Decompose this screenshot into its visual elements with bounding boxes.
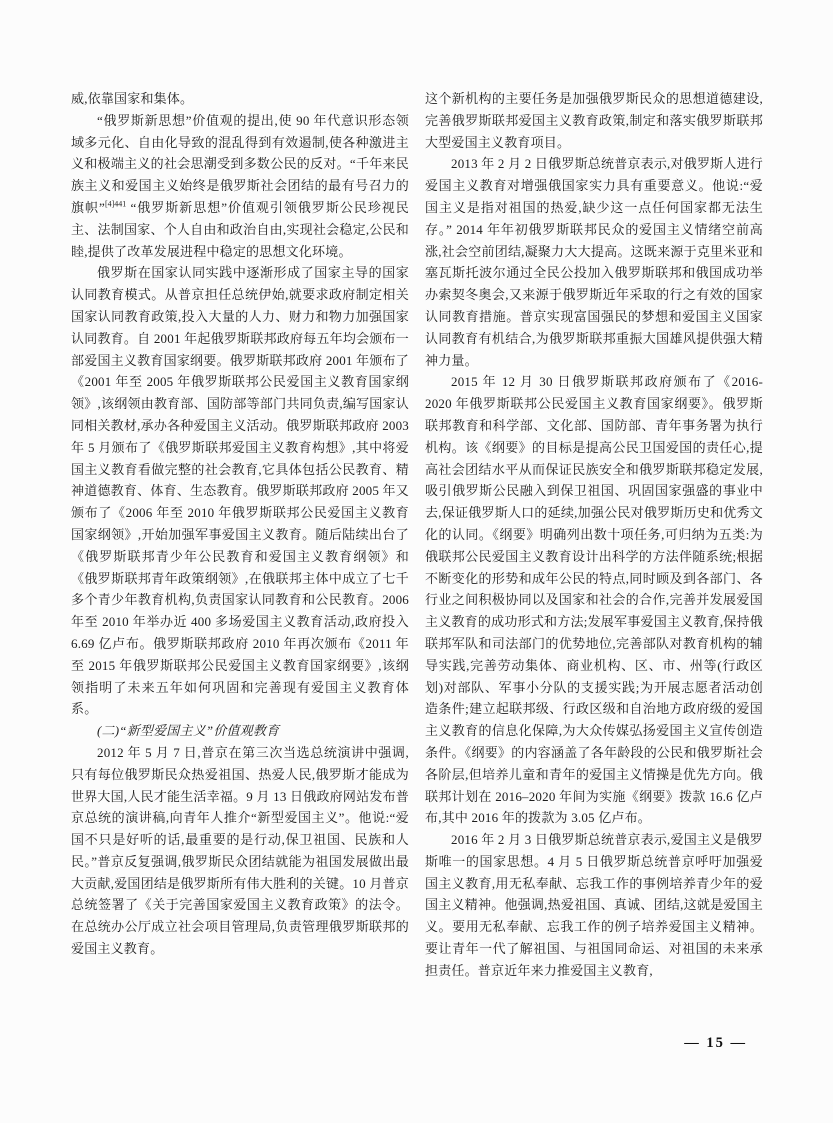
section-heading: (二)“新型爱国主义”价值观教育 — [97, 723, 280, 739]
paragraph: 俄罗斯在国家认同实践中逐渐形成了国家主导的国家认同教育模式。从普京担任总统伊始,就要求政府制定相关国家认同教育政策,投入大量的人力、财力和物力加强国家认同教育。自 2001 年起俄罗斯联邦政府每五年均会颁布一部爱国主义教育国家纲要。俄罗斯联邦政府 2001 年颁布了《2001 年至 2005 年俄罗斯联邦公民爱国主义教育国家纲领》,该纲领由教育部、国防部等部门共同负责,编写国家认同相关教材,承办各种爱国主义活动。俄罗斯联邦政府 2003 年 5 月颁布了《俄罗斯联邦爱国主义教育构想》,其中将爱国主义教育看做完整的社会教育,它具体包括公民教育、精神道德教育、体育、生态教育。俄罗斯联邦政府 2005 年又颁布了《2006 年至 2010 年俄罗斯联邦公民爱国主义教育国家纲领》,开始加强军事爱国主义教育。随后陆续出台了《俄罗斯联邦青少年公民教育和爱国主义教育纲领》和《俄罗斯联邦青年政策纲领》,在俄联邦主体中成立了七千多个青少年教育机构,负责国家认同教育和公民教育。2006 年至 2010 年举办近 400 多场爱国主义教育活动,政府投入 6.69 亿卢布。俄罗斯联邦政府 2010 年再次颁布《2011 年至 2015 年俄罗斯联邦公民爱国主义教育国家纲要》,该纲领指明了未来五年如何巩固和完善现有爱国主义教育体系。 — [71, 265, 409, 717]
paragraph-continuation: 威,依靠国家和集体。 — [71, 91, 194, 106]
paragraph: 2016 年 2 月 3 日俄罗斯总统普京表示,爱国主义是俄罗斯唯一的国家思想。4 月 5 日俄罗斯总统普京呼吁加强爱国主义教育,用无私奉献、忘我工作的事例培养青少年的爱国主义精神。他强调,热爱祖国、真诚、团结,这就是爱国主义。要用无私奉献、忘我工作的例子培养爱国主义精神。要让青年一代了解祖国、与祖国同命运、对祖国的未来承担责任。普京近年来力推爱国主义教育, — [425, 832, 763, 978]
right-column — [425, 88, 763, 982]
left-column — [71, 88, 409, 982]
paragraph-continuation: 这个新机构的主要任务是加强俄罗斯民众的思想道德建设,完善俄罗斯联邦爱国主义教育政策,制定和落实俄罗斯联邦大型爱国主义教育项目。 — [425, 91, 763, 150]
paragraph — [71, 110, 409, 263]
paragraph: 2013 年 2 月 2 日俄罗斯总统普京表示,对俄罗斯人进行爱国主义教育对增强俄国家实力具有重要意义。他说:“爱国主义是指对祖国的热爱,缺少这一点任何国家都无法生存。” 2014 年年初俄罗斯联邦民众的爱国主义情绪空前高涨,社会空前团结,凝聚力大大提高。这既来源于克里米亚和塞瓦斯托波尔通过全民公投加入俄罗斯联邦和俄国成功举办索契冬奥会,又来源于俄罗斯近年采取的行之有效的国家认同教育措施。普京实现富国强民的梦想和爱国主义国家认同教育有机结合,为俄罗斯联邦重振大国雄风提供强大精神力量。 — [425, 156, 763, 368]
text-area — [71, 88, 763, 982]
paragraph: 2015 年 12 月 30 日俄罗斯联邦政府颁布了《2016-2020 年俄罗斯联邦公民爱国主义教育国家纲要》。俄罗斯联邦教育和科学部、文化部、国防部、青年事务署为执行机构。该《纲要》的目标是提高公民卫国爱国的责任心,提高社会团结水平从而保证民族安全和俄罗斯联邦稳定发展,吸引俄罗斯公民融入到保卫祖国、巩固国家强盛的事业中去,保证俄罗斯人口的延续,加强公民对俄罗斯历史和优秀文化的认同。《纲要》明确列出数十项任务,可归纳为五类:为俄联邦公民爱国主义教育设计出科学的方法伴随系统;根据不断变化的形势和成年公民的特点,同时顾及到各部门、各行业之间积极协同以及国家和社会的合作,完善并发展爱国主义教育的成功形式和方法;发展军事爱国主义教育,保持俄联邦军队和司法部门的优势地位,完善部队对教育机构的辅导实践,完善劳动集体、商业机构、区、市、州等(行政区划)对部队、军事小分队的支援实践;为开展志愿者活动创造条件;建立起联邦级、行政区级和自治地方政府级的爱国主义教育的信息化保障,为大众传媒弘扬爱国主义宣传创造条件。《纲要》的内容涵盖了各年龄段的公民和俄罗斯社会各阶层,但培养儿童和青年的爱国主义情操是优先方向。俄联邦计划在 2016–2020 年间为实施《纲要》拨款 16.6 亿卢布,其中 2016 年的拨款为 3.05 亿卢布。 — [425, 374, 763, 826]
citation-superscript: [4]441 — [104, 199, 127, 209]
paragraph: 2012 年 5 月 7 日,普京在第三次当选总统演讲中强调,只有每位俄罗斯民众热爱祖国、热爱人民,俄罗斯才能成为世界大国,人民才能生活幸福。9 月 13 日俄政府网站发布普京总统的演讲稿,向青年人推介“新型爱国主义”。他说:“爱国不只是好听的话,最重要的是行动,保卫祖国、民族和人民。”普京反复强调,俄罗斯民众团结就能为祖国发展做出最大贡献,爱国团结是俄罗斯所有伟大胜利的关键。10 月普京总统签署了《关于完善国家爱国主义教育政策》的法令。在总统办公厅成立社会项目管理局,负责管理俄罗斯联邦的爱国主义教育。 — [71, 744, 409, 957]
paragraph-text: “俄罗斯新思想”价值观的提出,使 90 年代意识形态领域多元化、自由化导致的混乱得到有效遏制,使各种激进主义和极端主义的社会思潮受到多数公民的反对。“千年来民族主义和爱国主义始终是俄罗斯社会团结的最有号召力的旗帜” — [71, 112, 409, 215]
paragraph-text: “俄罗斯新思想”价值观引领俄罗斯公民珍视民主、法制国家、个人自由和政治自由,实现社会稳定,公民和睦,提供了改革发展进程中稳定的思想文化环境。 — [71, 199, 409, 259]
page-number: — 15 — — [684, 1035, 747, 1051]
